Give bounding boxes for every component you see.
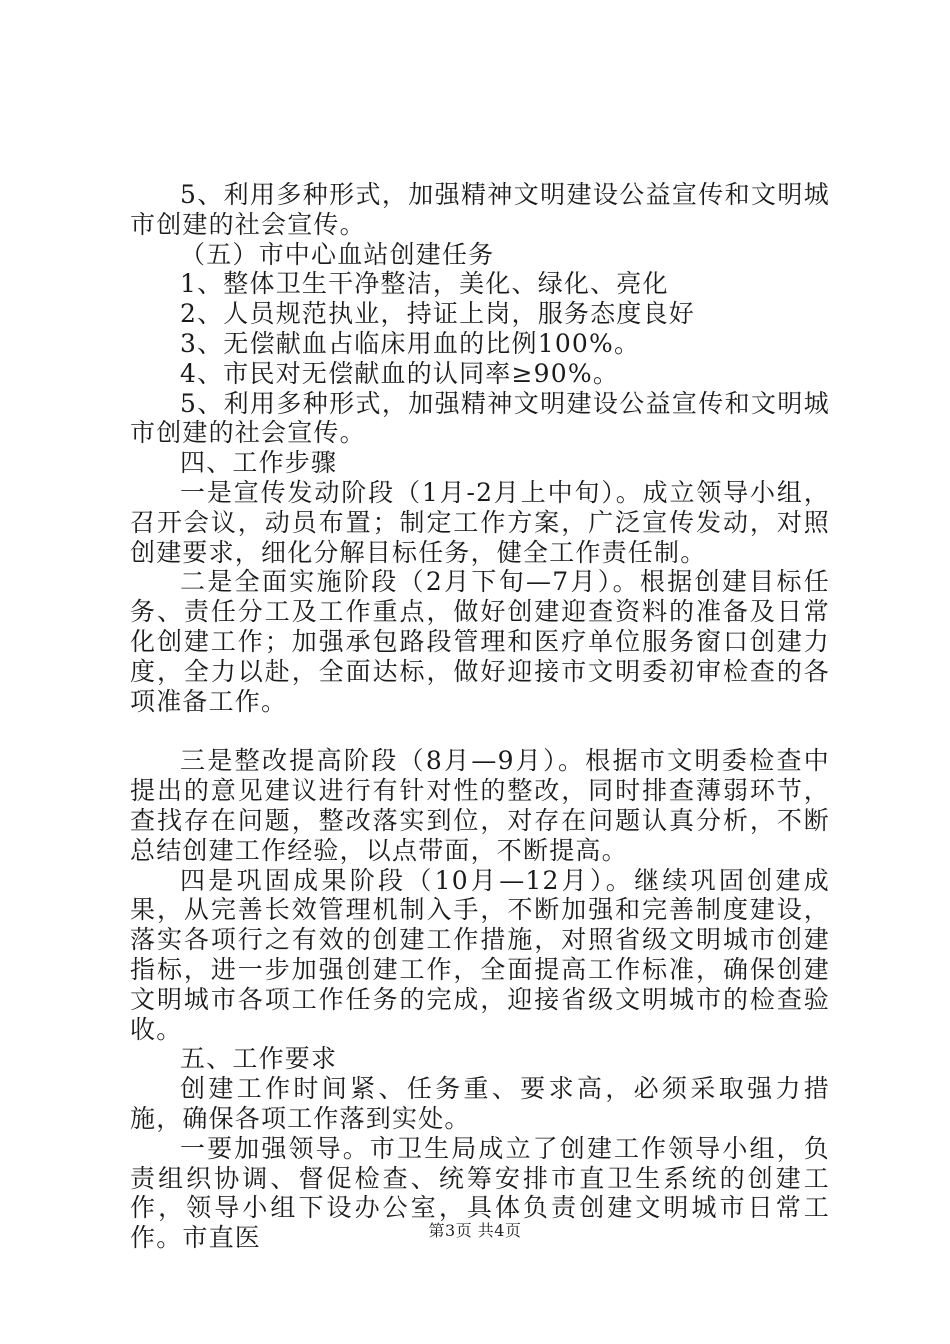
paragraph-item-2: 2、人员规范执业，持证上岗，服务态度良好	[180, 299, 695, 329]
paragraph-step-1: 一是宣传发动阶段（1月-2月上中旬）。成立领导小组，召开会议，动员布置；制定工作方案，广泛宣传发动，对照创建要求，细化分解目标任务，健全工作责任制。	[130, 477, 830, 567]
paragraph-item-5: 5、利用多种形式，加强精神文明建设公益宣传和文明城市创建的社会宣传。	[130, 388, 830, 448]
page-number-footer: 第3页 共4页	[428, 1221, 522, 1240]
section-heading-work-requirements: 五、工作要求	[180, 1044, 338, 1074]
document-body	[130, 180, 830, 1253]
paragraph-item-1: 1、整体卫生干净整洁，美化、绿化、亮化	[180, 269, 669, 299]
paragraph-item-3: 3、无偿献血占临床用血的比例100%。	[180, 328, 641, 358]
paragraph-requirements-intro: 创建工作时间紧、任务重、要求高，必须采取强力措施，确保各项工作落到实处。	[130, 1074, 830, 1133]
paragraph-step-2: 二是全面实施阶段（2月下旬—7月）。根据创建目标任务、责任分工及工作重点，做好创建迎查资料的准备及日常化创建工作；加强承包路段管理和医疗单位服务窗口创建力度，全力以赴，全面达标，做好迎接市文明委初审检查的各项准备工作。	[130, 567, 830, 716]
section-heading-blood-center: （五）市中心血站创建任务	[180, 239, 495, 269]
paragraph-requirement-1: 一要加强领导。市卫生局成立了创建工作领导小组，负责组织协调、督促检查、统筹安排市直卫生系统的创建工作，领导小组下设办公室，具体负责创建文明城市日常工作。市直医	[130, 1133, 830, 1253]
paragraph-step-3: 三是整改提高阶段（8月—9月）。根据市文明委检查中提出的意见建议进行有针对性的整改，同时排查薄弱环节，查找存在问题，整改落实到位，对存在问题认真分析，不断总结创建工作经验，以点带面，不断提高。	[130, 746, 830, 865]
paragraph-step-4: 四是巩固成果阶段（10月—12月）。继续巩固创建成果，从完善长效管理机制入手，不断加强和完善制度建设，落实各项行之有效的创建工作措施，对照省级文明城市创建指标，进一步加强创建工作，全面提高工作标准，确保创建文明城市各项工作任务的完成，迎接省级文明城市的检查验收。	[130, 865, 830, 1044]
section-heading-work-steps: 四、工作步骤	[180, 448, 338, 478]
paragraph-promo-1: 5、利用多种形式，加强精神文明建设公益宣传和文明城市创建的社会宣传。	[130, 180, 830, 239]
paragraph-item-4: 4、市民对无偿献血的认同率≥90%。	[180, 358, 620, 388]
